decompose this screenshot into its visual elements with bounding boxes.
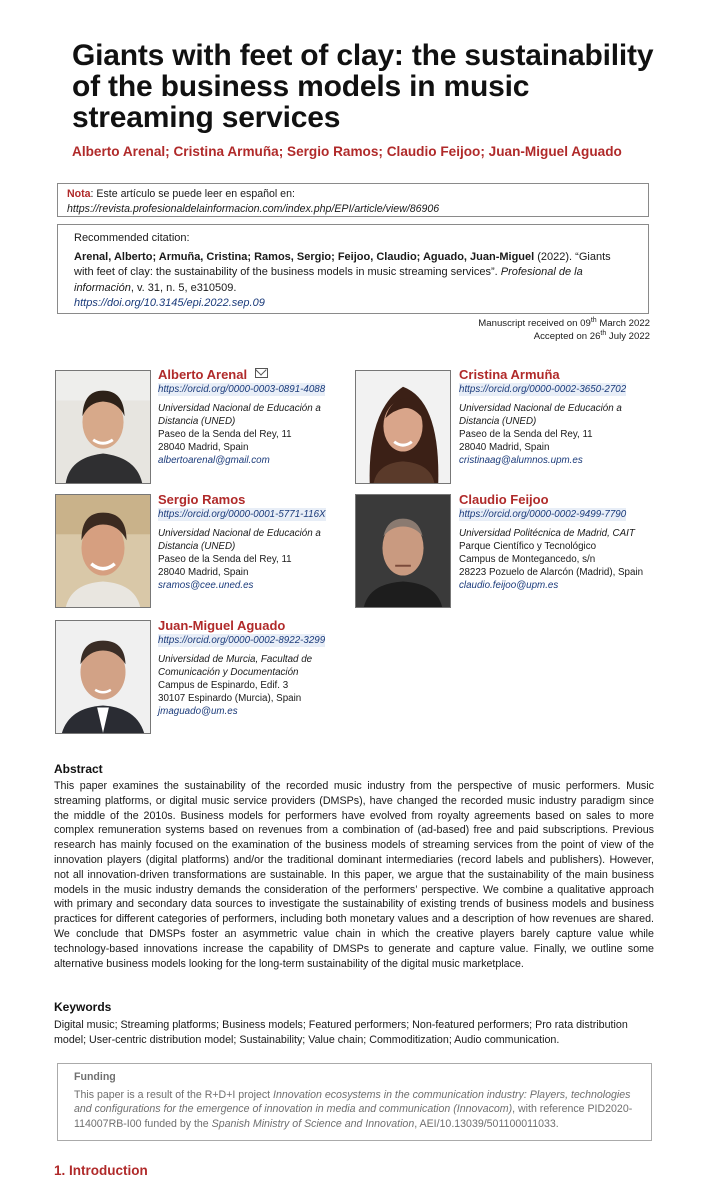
funding-heading: Funding bbox=[74, 1071, 116, 1083]
spanish-version-note bbox=[57, 183, 649, 217]
author-list: Alberto Arenal; Cristina Armuña; Sergio Ramos; Claudio Feijoo; Juan-Miguel Aguado bbox=[72, 144, 622, 159]
keywords-heading: Keywords bbox=[54, 1000, 112, 1014]
affiliation-line: Comunicación y Documentación bbox=[158, 667, 299, 678]
affiliation-line: Distancia (UNED) bbox=[158, 541, 236, 552]
recommended-citation bbox=[57, 224, 649, 314]
funding-text: , AEI/10.13039/501100011033. bbox=[414, 1117, 559, 1130]
affiliation-line: Parque Científico y Tecnológico bbox=[459, 541, 597, 552]
citation-journal: Profesional de la información bbox=[74, 266, 583, 294]
email-link[interactable]: jmaguado@um.es bbox=[158, 706, 238, 717]
paper-title: Giants with feet of clay: the sustainability of the business models in music streaming services bbox=[72, 39, 654, 134]
funding-box bbox=[57, 1063, 652, 1141]
address-line: Paseo de la Senda del Rey, 11 bbox=[158, 554, 292, 565]
affiliation-line: Universidad Nacional de Educación a bbox=[459, 403, 622, 414]
affiliation-line: Distancia (UNED) bbox=[459, 416, 537, 427]
citation-doi-link[interactable]: https://doi.org/10.3145/epi.2022.sep.09 bbox=[74, 297, 265, 309]
affiliation-line: Universidad Nacional de Educación a bbox=[158, 528, 321, 539]
author-block-arenal bbox=[158, 367, 325, 467]
abstract-text: This paper examines the sustainability of the recorded music industry from the perspective of music performers. Music streaming platforms, or digital music service providers (DMSPs), have changed the recorded music industry paradigm since the middle of the 2010s. Business models for performers have evolved from royalty agreements based on sales to more complex remuneration systems based on revenues from a combination of (ad-based) free and paid subscriptions. Previous research has mainly focused on the examination of the business models of streaming services from the point of view of the innovation players (digital platforms) and/or the traditional dominant intermediaries (record labels and publishers). However, not all innovation-driven transformations are sustainable. In this paper, we argue that the sustainability of the main business models in the music industry demands the consideration of the performers’ perspective. We combine a qualitative approach with primary and secondary data sources to investigate the sustainability of existing trends of business models and business practices for different categories of performers, including both monetary values and a description of how revenues are shared. We conclude that DMSPs foster an asymmetric value chain in which the creative players barely capture value while technology-based innovations increase the capability of DMSPs to generate and capture value. Finally, we outline some alternative business models looking for the long-term sustainability of the digital music marketplace. bbox=[54, 780, 654, 970]
citation-authors: Arenal, Alberto; Armuña, Cristina; Ramos, Sergio; Feijoo, Claudio; Aguado, Juan-Miguel bbox=[74, 250, 535, 263]
author-block-feijoo bbox=[459, 492, 643, 592]
orcid-link[interactable]: https://orcid.org/0000-0002-9499-7790 bbox=[459, 509, 627, 520]
address-line: 28223 Pozuelo de Alarcón (Madrid), Spain bbox=[459, 567, 644, 578]
email-link[interactable]: sramos@cee.uned.es bbox=[158, 580, 254, 591]
address-line: 28040 Madrid, Spain bbox=[158, 567, 249, 578]
author-photo-armuna bbox=[355, 370, 451, 484]
author-photo-ramos bbox=[55, 494, 151, 608]
abstract-heading: Abstract bbox=[54, 762, 103, 776]
address-line: 28040 Madrid, Spain bbox=[158, 442, 249, 453]
author-name: Alberto Arenal bbox=[158, 367, 248, 382]
orcid-link[interactable]: https://orcid.org/0000-0003-0891-4088 bbox=[158, 384, 326, 395]
funding-text: , with reference PID2020-114007RB-I00 funded by the bbox=[74, 1103, 633, 1130]
author-block-ramos bbox=[158, 492, 326, 592]
funding-project: Innovation ecosystems in the communication industry: Players, technologies and configurations for the emergence of innovation in media and communication (Innovacom) bbox=[74, 1088, 631, 1115]
nota-text: : Este artículo se puede leer en español en: bbox=[90, 188, 295, 200]
orcid-link[interactable]: https://orcid.org/0000-0001-5771-116X bbox=[158, 509, 326, 520]
keywords-text: Digital music; Streaming platforms; Business models; Featured performers; Non-featured performers; Pro rata distribution model; User-centric distribution model; Sustainability; Value chain; Commoditization; Audio communication. bbox=[54, 1019, 628, 1046]
funding-text: This paper is a result of the R+D+I project bbox=[74, 1088, 274, 1101]
author-photo-arenal bbox=[55, 370, 151, 484]
email-link[interactable]: cristinaag@alumnos.upm.es bbox=[459, 455, 583, 466]
author-photo-feijoo bbox=[355, 494, 451, 608]
nota-url-link[interactable]: https://revista.profesionaldelainformacion.com/index.php/EPI/article/view/86906 bbox=[67, 203, 440, 215]
address-line: 28040 Madrid, Spain bbox=[459, 442, 550, 453]
affiliation-line: Universidad Politécnica de Madrid, CAIT bbox=[459, 528, 635, 539]
affiliation-line: Universidad Nacional de Educación a bbox=[158, 403, 321, 414]
address-line: Paseo de la Senda del Rey, 11 bbox=[158, 429, 292, 440]
author-block-aguado bbox=[158, 618, 325, 718]
email-link[interactable]: claudio.feijoo@upm.es bbox=[459, 580, 559, 591]
author-block-armuna bbox=[459, 367, 626, 467]
citation-volume: , v. 31, n. 5, e310509. bbox=[130, 281, 237, 294]
envelope-icon[interactable] bbox=[255, 368, 268, 378]
email-link[interactable]: albertoarenal@gmail.com bbox=[158, 455, 270, 466]
affiliation-line: Distancia (UNED) bbox=[158, 416, 236, 427]
author-name: Juan-Miguel Aguado bbox=[158, 618, 286, 633]
citation-title: (2022). “Giants with feet of clay: the sustainability of the business models in music streaming services”. bbox=[74, 250, 611, 278]
address-line: Paseo de la Senda del Rey, 11 bbox=[459, 429, 593, 440]
author-name: Claudio Feijoo bbox=[459, 492, 549, 507]
address-line: 30107 Espinardo (Murcia), Spain bbox=[158, 693, 302, 704]
author-name: Cristina Armuña bbox=[459, 367, 560, 382]
manuscript-dates bbox=[478, 318, 650, 343]
funding-ministry: Spanish Ministry of Science and Innovation bbox=[211, 1117, 415, 1130]
nota-label: Nota bbox=[67, 188, 91, 200]
received-date: Manuscript received on 09th March 2022 bbox=[478, 316, 650, 329]
citation-heading: Recommended citation: bbox=[74, 232, 190, 244]
accepted-date: Accepted on 26th July 2022 bbox=[533, 329, 650, 342]
affiliation-line: Universidad de Murcia, Facultad de bbox=[158, 654, 313, 665]
address-line: Campus de Montegancedo, s/n bbox=[459, 554, 596, 565]
introduction-heading: 1. Introduction bbox=[54, 1163, 148, 1178]
author-photo-aguado bbox=[55, 620, 151, 734]
address-line: Campus de Espinardo, Edif. 3 bbox=[158, 680, 289, 691]
orcid-link[interactable]: https://orcid.org/0000-0002-3650-2702 bbox=[459, 384, 627, 395]
orcid-link[interactable]: https://orcid.org/0000-0002-8922-3299 bbox=[158, 635, 326, 646]
author-name: Sergio Ramos bbox=[158, 492, 246, 507]
